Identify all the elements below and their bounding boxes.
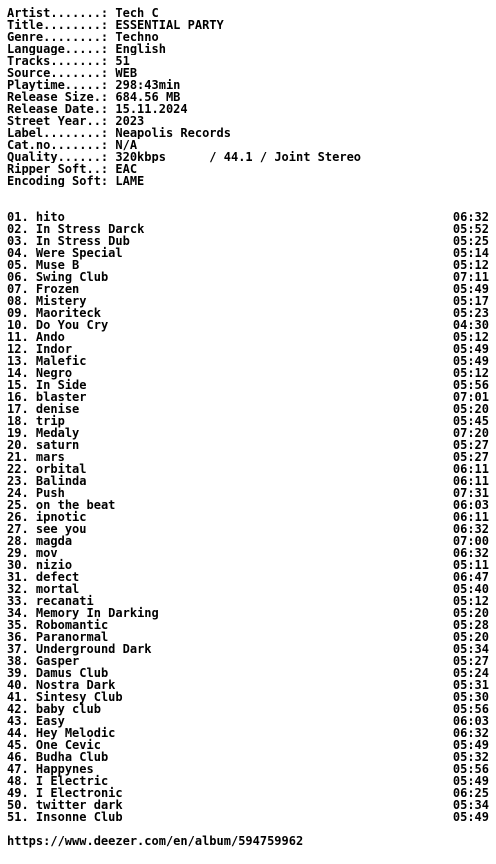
track-title: I Electronic (35, 786, 123, 800)
info-key: Source.......: (7, 67, 116, 79)
track-number: 02. (7, 222, 29, 236)
track-row (7, 331, 489, 343)
track-title: Underground Dark (35, 642, 152, 656)
track-duration: 05:12 (452, 366, 489, 380)
info-value: 684.56 MB (115, 91, 181, 103)
track-row (7, 403, 489, 415)
track-duration: 07:20 (452, 426, 489, 440)
track-number: 22. (7, 462, 29, 476)
track-number: 10. (7, 318, 29, 332)
track-duration: 06:03 (452, 714, 489, 728)
track-duration: 05:32 (452, 750, 489, 764)
track-duration: 05:12 (452, 594, 489, 608)
info-key: Encoding Soft: (7, 175, 116, 187)
track-number: 50. (7, 798, 29, 812)
info-value: 51 (115, 55, 130, 67)
track-number: 05. (7, 258, 29, 272)
track-duration: 06:32 (452, 726, 489, 740)
track-number: 42. (7, 702, 29, 716)
track-title: Robomantic (35, 618, 109, 632)
info-row (7, 31, 489, 43)
track-number: 43. (7, 714, 29, 728)
track-row (7, 523, 489, 535)
track-duration: 05:17 (452, 294, 489, 308)
track-title: Easy (35, 714, 65, 728)
info-row (7, 163, 489, 175)
track-row (7, 247, 489, 259)
track-row (7, 391, 489, 403)
info-value: Neapolis Records (115, 127, 231, 139)
track-title: saturn (35, 438, 80, 452)
track-row (7, 427, 489, 439)
track-title: Balinda (35, 474, 87, 488)
track-number: 27. (7, 522, 29, 536)
track-number: 25. (7, 498, 29, 512)
track-duration: 05:14 (452, 246, 489, 260)
track-number: 14. (7, 366, 29, 380)
track-title: Ando (35, 330, 65, 344)
track-number: 06. (7, 270, 29, 284)
info-row (7, 7, 489, 19)
track-title: recanati (35, 594, 94, 608)
track-title: denise (35, 402, 80, 416)
track-number: 44. (7, 726, 29, 740)
track-title: In Stress Dub (35, 234, 130, 248)
track-title: Do You Cry (35, 318, 109, 332)
track-title: Negro (35, 366, 73, 380)
track-title: I Electric (35, 774, 109, 788)
track-row (7, 475, 489, 487)
track-duration: 04:30 (452, 318, 489, 332)
track-title: mortal (35, 582, 80, 596)
track-number: 51. (7, 810, 29, 824)
track-number: 26. (7, 510, 29, 524)
track-title: One Cevic (35, 738, 101, 752)
info-value: EAC (115, 163, 138, 175)
track-row (7, 415, 489, 427)
track-title: blaster (35, 390, 87, 404)
info-value: Tech C (115, 7, 159, 19)
track-row (7, 271, 489, 283)
track-number: 37. (7, 642, 29, 656)
release-info (7, 7, 489, 187)
track-number: 11. (7, 330, 29, 344)
track-number: 18. (7, 414, 29, 428)
track-number: 19. (7, 426, 29, 440)
info-value: 2023 (115, 115, 145, 127)
track-duration: 06:32 (452, 210, 489, 224)
track-title: Frozen (35, 282, 80, 296)
track-duration: 05:28 (452, 618, 489, 632)
track-title: In Side (35, 378, 87, 392)
track-duration: 05:30 (452, 690, 489, 704)
track-duration: 05:49 (452, 738, 489, 752)
track-duration: 05:23 (452, 306, 489, 320)
track-number: 32. (7, 582, 29, 596)
track-title: Mistery (35, 294, 87, 308)
track-title: defect (35, 570, 80, 584)
info-key: Label........: (7, 127, 116, 139)
info-key: Release Size.: (7, 91, 116, 103)
track-row (7, 703, 489, 715)
track-number: 47. (7, 762, 29, 776)
track-duration: 06:32 (452, 546, 489, 560)
info-row (7, 115, 489, 127)
track-title: Push (35, 486, 65, 500)
track-row (7, 547, 489, 559)
track-duration: 05:45 (452, 414, 489, 428)
track-duration: 05:49 (452, 282, 489, 296)
track-duration: 06:11 (452, 510, 489, 524)
track-row (7, 319, 489, 331)
track-duration: 06:11 (452, 474, 489, 488)
track-number: 13. (7, 354, 29, 368)
track-title: Memory In Darking (35, 606, 159, 620)
track-number: 21. (7, 450, 29, 464)
nfo-document (7, 7, 489, 847)
track-title: Gasper (35, 654, 80, 668)
track-duration: 05:40 (452, 582, 489, 596)
track-duration: 06:25 (452, 786, 489, 800)
info-key: Cat.no.......: (7, 139, 116, 151)
info-key: Release Date.: (7, 103, 116, 115)
track-title: nizio (35, 558, 73, 572)
track-title: Muse B (35, 258, 80, 272)
track-title: Maoriteck (35, 306, 101, 320)
track-title: mov (35, 546, 58, 560)
track-number: 03. (7, 234, 29, 248)
track-row (7, 571, 489, 583)
track-duration: 05:27 (452, 450, 489, 464)
track-number: 20. (7, 438, 29, 452)
track-label (7, 811, 123, 823)
info-value: WEB (115, 67, 138, 79)
track-title: on the beat (35, 498, 116, 512)
track-duration: 05:52 (452, 222, 489, 236)
track-title: Sintesy Club (35, 690, 123, 704)
track-duration: 05:20 (452, 630, 489, 644)
info-value: 15.11.2024 (115, 103, 188, 115)
info-value: Techno (115, 31, 159, 43)
info-key: Artist.......: (7, 7, 116, 19)
track-number: 08. (7, 294, 29, 308)
track-title: Happynes (35, 762, 94, 776)
track-title: trip (35, 414, 65, 428)
info-key: Tracks.......: (7, 55, 116, 67)
info-row (7, 103, 489, 115)
track-duration: 07:31 (452, 486, 489, 500)
track-number: 33. (7, 594, 29, 608)
track-duration: 05:20 (452, 606, 489, 620)
track-number: 17. (7, 402, 29, 416)
info-row (7, 79, 489, 91)
info-row (7, 175, 489, 187)
track-duration: 05:20 (452, 402, 489, 416)
info-row (7, 67, 489, 79)
track-number: 15. (7, 378, 29, 392)
track-number: 30. (7, 558, 29, 572)
track-title: Nostra Dark (35, 678, 116, 692)
info-value: ESSENTIAL PARTY (115, 19, 224, 31)
track-number: 46. (7, 750, 29, 764)
info-key: Language.....: (7, 43, 116, 55)
track-title: baby club (35, 702, 101, 716)
track-title: twitter dark (35, 798, 123, 812)
track-number: 23. (7, 474, 29, 488)
tracklist (7, 211, 489, 823)
info-row (7, 151, 489, 163)
info-key: Playtime.....: (7, 79, 116, 91)
track-number: 12. (7, 342, 29, 356)
track-number: 48. (7, 774, 29, 788)
track-title: magda (35, 534, 73, 548)
track-title: ipnotic (35, 510, 87, 524)
track-title: Medaly (35, 426, 80, 440)
track-number: 38. (7, 654, 29, 668)
track-duration: 05:56 (452, 702, 489, 716)
track-row (7, 439, 489, 451)
track-number: 29. (7, 546, 29, 560)
track-duration: 06:11 (452, 462, 489, 476)
track-number: 01. (7, 210, 29, 224)
info-key: Street Year..: (7, 115, 116, 127)
track-duration: 05:49 (452, 810, 489, 824)
track-number: 49. (7, 786, 29, 800)
track-title: hito (35, 210, 65, 224)
track-duration: 05:25 (452, 234, 489, 248)
info-row (7, 91, 489, 103)
info-row (7, 43, 489, 55)
track-title: Swing Club (35, 270, 109, 284)
track-duration: 05:31 (452, 678, 489, 692)
info-row (7, 139, 489, 151)
track-duration: 05:49 (452, 774, 489, 788)
track-number: 39. (7, 666, 29, 680)
track-duration: 05:49 (452, 354, 489, 368)
track-title: mars (35, 450, 65, 464)
info-value: 298:43min (115, 79, 181, 91)
track-duration: 05:12 (452, 330, 489, 344)
track-row (7, 811, 489, 823)
track-duration: 06:03 (452, 498, 489, 512)
info-value: N/A (115, 139, 138, 151)
track-number: 34. (7, 606, 29, 620)
info-value: 320kbps / 44.1 / Joint Stereo (115, 151, 362, 163)
track-number: 40. (7, 678, 29, 692)
track-title: Insonne Club (35, 810, 123, 824)
info-key: Genre........: (7, 31, 116, 43)
track-duration: 05:34 (452, 642, 489, 656)
track-title: Malefic (35, 354, 87, 368)
track-title: Hey Melodic (35, 726, 116, 740)
track-duration: 05:34 (452, 798, 489, 812)
track-duration: 05:12 (452, 258, 489, 272)
track-row (7, 355, 489, 367)
track-duration: 05:27 (452, 438, 489, 452)
track-title: Indor (35, 342, 73, 356)
track-duration: 07:01 (452, 390, 489, 404)
track-duration: 05:49 (452, 342, 489, 356)
info-key: Quality......: (7, 151, 116, 163)
track-duration: 05:11 (452, 558, 489, 572)
track-duration: 05:56 (452, 762, 489, 776)
track-title: In Stress Darck (35, 222, 145, 236)
album-url[interactable]: https://www.deezer.com/en/album/594759962 (7, 834, 304, 848)
track-title: Were Special (35, 246, 123, 260)
track-duration: 07:00 (452, 534, 489, 548)
track-title: Damus Club (35, 666, 109, 680)
track-duration: 05:56 (452, 378, 489, 392)
track-number: 24. (7, 486, 29, 500)
track-number: 16. (7, 390, 29, 404)
track-duration: 06:47 (452, 570, 489, 584)
track-number: 09. (7, 306, 29, 320)
info-row (7, 127, 489, 139)
track-duration: 05:27 (452, 654, 489, 668)
track-number: 07. (7, 282, 29, 296)
track-title: Budha Club (35, 750, 109, 764)
track-row (7, 643, 489, 655)
track-number: 36. (7, 630, 29, 644)
info-row (7, 19, 489, 31)
track-number: 28. (7, 534, 29, 548)
info-key: Title........: (7, 19, 116, 31)
track-number: 45. (7, 738, 29, 752)
track-duration: 06:32 (452, 522, 489, 536)
track-number: 31. (7, 570, 29, 584)
info-key: Ripper Soft..: (7, 163, 116, 175)
info-row (7, 55, 489, 67)
info-value: LAME (115, 175, 145, 187)
track-number: 35. (7, 618, 29, 632)
track-row (7, 535, 489, 547)
track-number: 41. (7, 690, 29, 704)
section-gap (7, 187, 489, 211)
info-value: English (115, 43, 166, 55)
track-title: see you (35, 522, 87, 536)
track-duration: 07:11 (452, 270, 489, 284)
track-number: 04. (7, 246, 29, 260)
track-duration: 05:24 (452, 666, 489, 680)
track-title: orbital (35, 462, 87, 476)
track-row (7, 559, 489, 571)
track-title: Paranormal (35, 630, 109, 644)
